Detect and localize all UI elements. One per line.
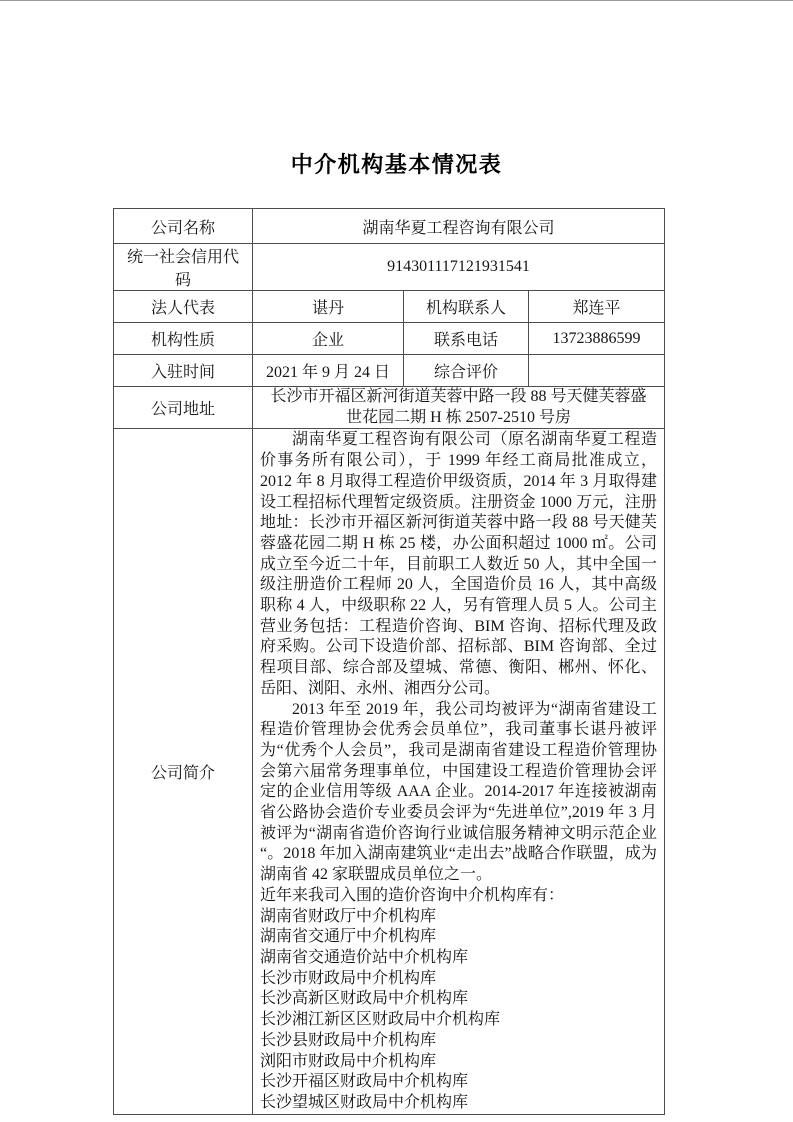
library-list-item: 湖南省交通厅中介机构库 xyxy=(260,928,437,946)
page-top-edge-divider xyxy=(0,0,793,1)
org-nature-label: 机构性质 xyxy=(114,323,253,355)
library-list-item: 长沙开福区财政局中介机构库 xyxy=(260,1073,469,1091)
table-row-entry-date xyxy=(114,355,665,387)
company-profile-label: 公司简介 xyxy=(114,429,253,1115)
library-list-item: 长沙县财政局中介机构库 xyxy=(260,1031,437,1049)
table-row-address xyxy=(114,387,665,429)
legal-rep-value: 谌丹 xyxy=(253,291,404,323)
org-nature-value: 企业 xyxy=(253,323,404,355)
table-row-company-name xyxy=(114,209,665,244)
library-list-item: 浏阳市财政局中介机构库 xyxy=(260,1052,437,1070)
address-value: 长沙市开福区新河街道芙蓉中路一段 88 号天健芙蓉盛世花园二期 H 栋 2507-2510 号房 xyxy=(253,387,665,429)
address-label: 公司地址 xyxy=(114,387,253,429)
contact-person-label: 机构联系人 xyxy=(404,291,529,323)
library-list-item: 长沙湘江新区区财政局中介机构库 xyxy=(260,1011,501,1029)
company-name-label: 公司名称 xyxy=(114,209,253,244)
library-list-item: 长沙高新区财政局中介机构库 xyxy=(260,990,469,1008)
overall-rating-value xyxy=(529,355,665,387)
phone-value: 13723886599 xyxy=(529,323,665,355)
contact-person-value: 郑连平 xyxy=(529,291,665,323)
library-list-item: 长沙望城区财政局中介机构库 xyxy=(260,1093,469,1111)
company-profile-value xyxy=(253,429,665,1115)
entry-date-label: 入驻时间 xyxy=(114,355,253,387)
profile-list-intro: 近年来我司入围的造价咨询中介机构库有： xyxy=(260,886,565,904)
phone-label: 联系电话 xyxy=(404,323,529,355)
agency-info-table xyxy=(113,208,665,1115)
table-row-company-profile xyxy=(114,429,665,1115)
library-list-item: 湖南省财政厅中介机构库 xyxy=(260,907,437,925)
library-list-item: 湖南省交通造价站中介机构库 xyxy=(260,948,469,966)
table-row-org-nature xyxy=(114,323,665,355)
credit-code-value: 914301117121931541 xyxy=(253,244,665,291)
credit-code-label: 统一社会信用代码 xyxy=(114,244,253,291)
page-title: 中介机构基本情况表 xyxy=(290,152,503,177)
overall-rating-label: 综合评价 xyxy=(404,355,529,387)
legal-rep-label: 法人代表 xyxy=(114,291,253,323)
company-name-value: 湖南华夏工程咨询有限公司 xyxy=(253,209,665,244)
table-row-credit-code xyxy=(114,244,665,291)
profile-paragraph-history: 湖南华夏工程咨询有限公司（原名湖南华夏工程造价事务所有限公司），于 1999 年经工商局批准成立，2012 年 8 月取得工程造价甲级资质，2014 年 3 月取得建设工程招标代理暂定级资质。注册资金 1000 万元，注册地址：长沙市开福区新河街道芙蓉中路一段 88 号天健芙蓉盛花园二期 H 栋 25 楼，办公面积超过 1000 ㎡。公司成立至今近二十年，目前职工人数近 50 人，其中全国一级注册造价工程师 20 人，全国造价员 16 人，其中高级职称 4 人，中级职称 22 人，另有管理人员 5 人。公司主营业务包括：工程造价咨询、BIM 咨询、招标代理及政府采购。公司下设造价部、招标部、BIM 咨询部、全过程项目部、综合部及望城、常德、衡阳、郴州、怀化、岳阳、浏阳、永州、湘西分公司。 xyxy=(260,431,658,697)
library-list-item: 长沙市财政局中介机构库 xyxy=(260,969,437,987)
profile-paragraph-awards: 2013 年至 2019 年，我公司均被评为“湖南省建设工程造价管理协会优秀会员单位”，我司董事长谌丹被评为“优秀个人会员”，我司是湖南省建设工程造价管理协会第六届常务理事单位，中国建设工程造价管理协会评定的企业信用等级 AAA 企业。2014-2017 年连接被湖南省公路协会造价专业委员会评为“先进单位”,2019 年 3 月被评为“湖南省造价咨询行业诚信服务精神文明示范企业 “。2018 年加入湖南建筑业“走出去”战略合作联盟，成为湖南省 42 家联盟成员单位之一。 xyxy=(260,700,658,884)
entry-date-value: 2021 年 9 月 24 日 xyxy=(253,355,404,387)
table-row-legal-rep xyxy=(114,291,665,323)
